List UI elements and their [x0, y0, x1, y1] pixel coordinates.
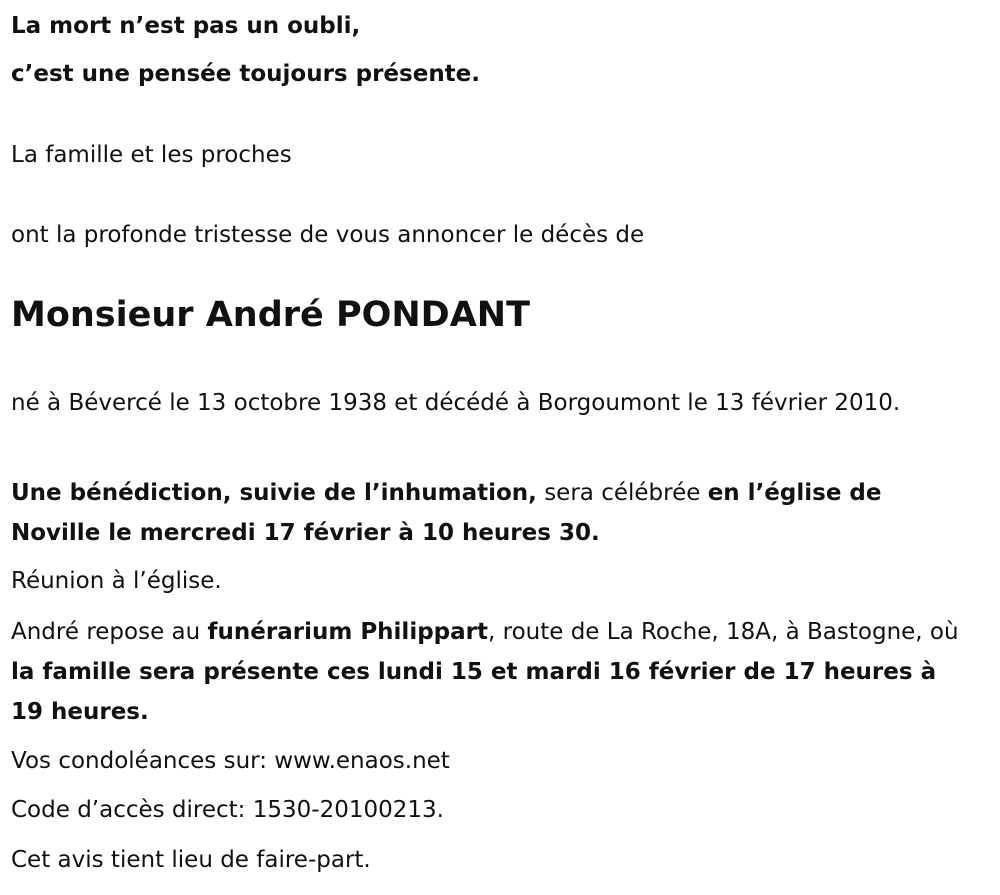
access-code-line: Code d’accès direct: 1530-20100213.	[11, 797, 444, 823]
funerarium-normal-2: , route de La Roche, 18A, à Bastogne, où	[488, 619, 959, 645]
ceremony-normal-1: sera célébrée	[536, 480, 708, 506]
funerarium-paragraph	[11, 612, 971, 732]
ceremony-bold-1: Une bénédiction, suivie de l’inhumation,	[11, 480, 537, 506]
epigraph-line-2: c’est une pensée toujours présente.	[11, 61, 481, 87]
family-line: La famille et les proches	[11, 142, 292, 168]
deceased-name: Monsieur André PONDANT	[11, 295, 530, 335]
funerarium-bold-2: la famille sera présente ces lundi 15 et mardi 16 février de 17 heures à 19 heures.	[11, 659, 937, 725]
birth-death-paragraph: né à Bévercé le 13 octobre 1938 et décédé à Borgoumont le 13 février 2010.	[11, 390, 901, 416]
meeting-line: Réunion à l’église.	[11, 568, 222, 594]
announce-line: ont la profonde tristesse de vous annoncer le décès de	[11, 222, 645, 248]
condolences-line: Vos condoléances sur: www.enaos.net	[11, 748, 450, 774]
ceremony-paragraph	[11, 473, 971, 553]
funerarium-bold-1: funérarium Philippart	[207, 619, 488, 645]
epigraph-line-1: La mort n’est pas un oubli,	[11, 13, 361, 39]
notice-line: Cet avis tient lieu de faire-part.	[11, 847, 371, 873]
ceremony-bold-2: en l’église de Noville le mercredi 17 février à 10 heures 30.	[11, 480, 882, 546]
funerarium-normal-1: André repose au	[11, 619, 208, 645]
